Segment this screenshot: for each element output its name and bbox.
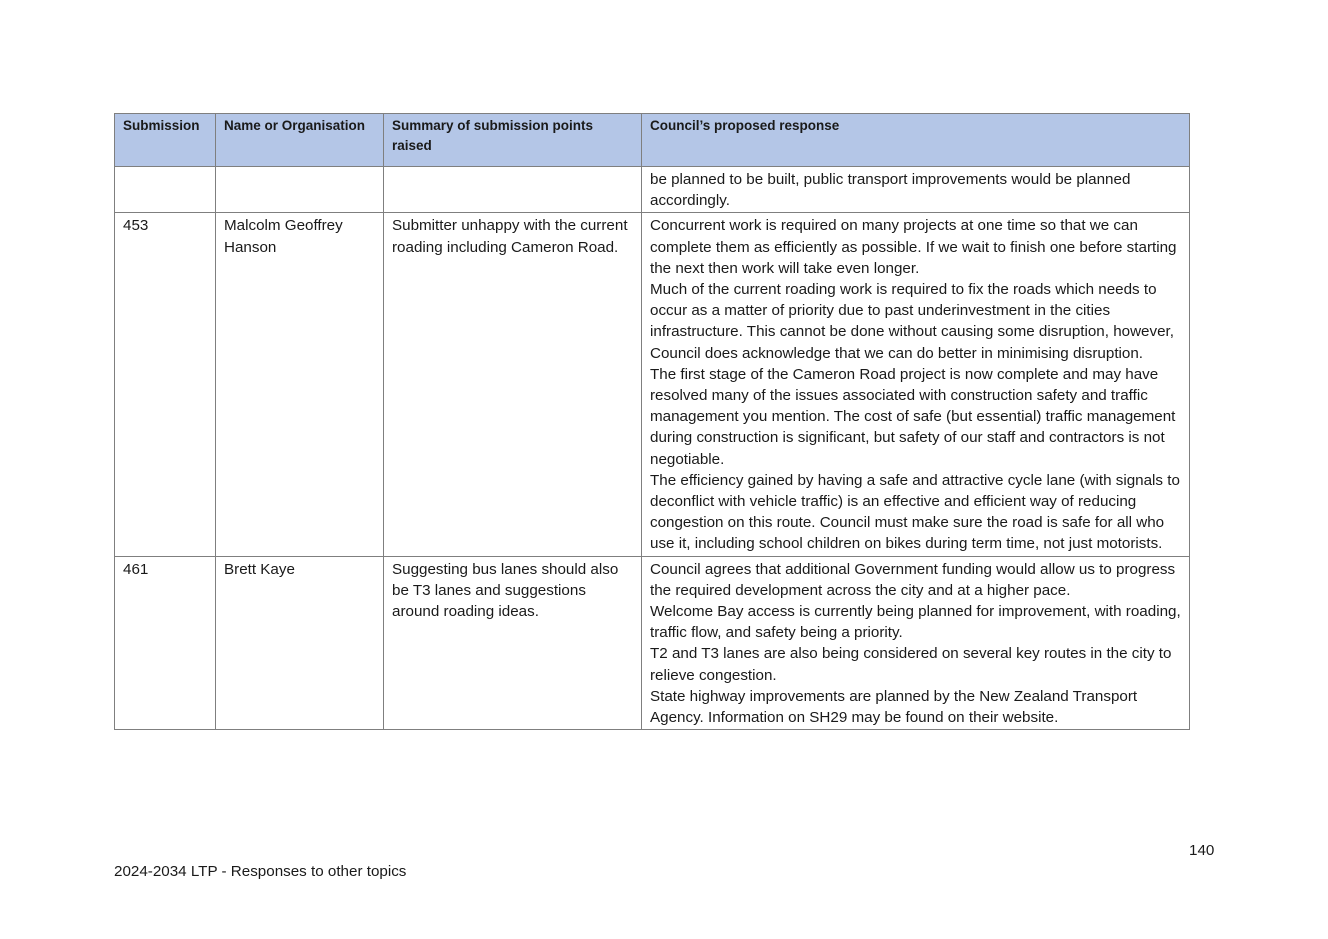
response-paragraph: T2 and T3 lanes are also being considered on several key routes in the city to relieve congestion. [650, 645, 1172, 684]
table-row [115, 556, 1190, 730]
response-cell [642, 556, 1190, 730]
header-submission: Submission [115, 114, 216, 167]
submissions-table [114, 113, 1190, 730]
response-cell [642, 213, 1190, 556]
response-paragraph: The first stage of the Cameron Road project is now complete and may have resolved many of the issues associated with construction safety and traffic management you mention. The cost of safe (but essential) traffic management during construction is significant, but safety of our staff and contractors is not negotiable. [650, 365, 1176, 468]
name-cell [216, 167, 384, 213]
header-row [115, 114, 1190, 167]
summary-cell [384, 167, 642, 213]
submission-cell: 461 [115, 556, 216, 730]
page-number: 140 [1189, 842, 1215, 859]
response-paragraph: Welcome Bay access is currently being planned for improvement, with roading, traffic flow, and safety being a priority. [650, 603, 1181, 642]
header-name: Name or Organisation [216, 114, 384, 167]
table-row [115, 213, 1190, 556]
name-cell: Malcolm Geoffrey Hanson [216, 213, 384, 556]
table-header [115, 114, 1190, 167]
response-paragraph: Council agrees that additional Government funding would allow us to progress the required development across the city and at a higher pace. [650, 560, 1176, 599]
response-paragraph: Much of the current roading work is required to fix the roads which needs to occur as a matter of priority due to past underinvestment in the cities infrastructure. This cannot be done without causing some disruption, however, Council does acknowledge that we can do better in minimising disruption. [650, 281, 1174, 362]
header-response: Council’s proposed response [642, 114, 1190, 167]
summary-cell: Submitter unhappy with the current roading including Cameron Road. [384, 213, 642, 556]
table-row [115, 167, 1190, 213]
response-paragraph: Concurrent work is required on many projects at one time so that we can complete them as efficiently as possible. If we wait to finish one before starting the next then work will take even longer. [650, 217, 1177, 277]
submission-cell: 453 [115, 213, 216, 556]
summary-cell: Suggesting bus lanes should also be T3 lanes and suggestions around roading ideas. [384, 556, 642, 730]
response-paragraph: be planned to be built, public transport improvements would be planned accordingly. [650, 171, 1131, 210]
response-paragraph: The efficiency gained by having a safe and attractive cycle lane (with signals to deconflict with vehicle traffic) is an effective and efficient way of reducing congestion on this route. Council must make sure the road is safe for all who use it, including school children on bikes during term time, not just motorists. [650, 471, 1180, 553]
header-summary: Summary of submission points raised [384, 114, 642, 167]
submission-cell [115, 167, 216, 213]
name-cell: Brett Kaye [216, 556, 384, 730]
response-paragraph: State highway improvements are planned by the New Zealand Transport Agency. Information on SH29 may be found on their website. [650, 687, 1138, 727]
response-cell [642, 167, 1190, 213]
page-footer: 2024-2034 LTP - Responses to other topics [114, 863, 407, 880]
